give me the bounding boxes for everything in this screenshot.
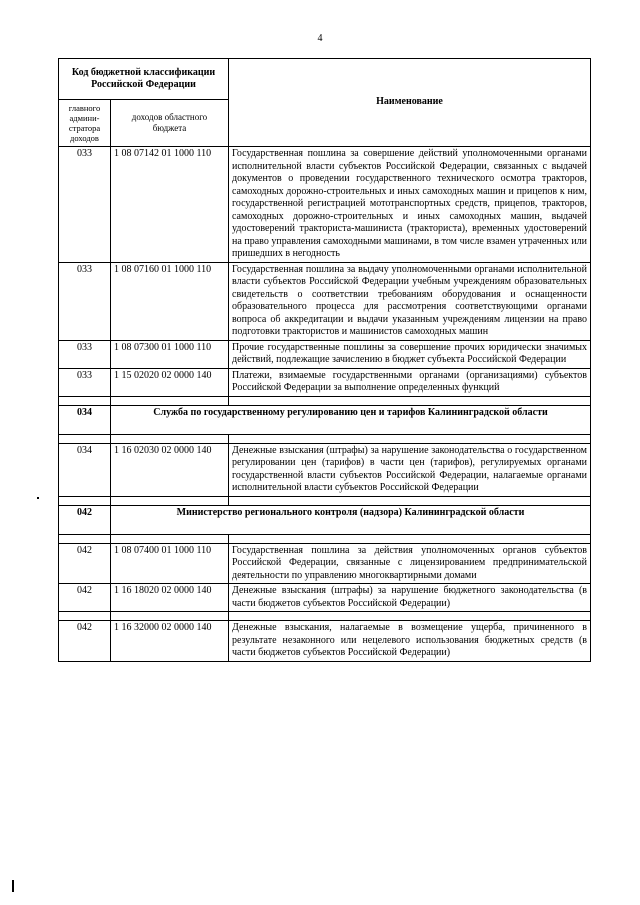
section-title: Служба по государственному регулированию цен и тарифов Калининградской области	[111, 405, 591, 434]
table-row	[59, 443, 591, 496]
budget-classification-table	[58, 58, 591, 662]
section-code: 034	[59, 405, 111, 434]
page-number: 4	[317, 33, 323, 44]
table-row	[59, 147, 591, 263]
scan-mark	[37, 497, 39, 499]
spacer-row	[59, 434, 591, 443]
spacer-row	[59, 496, 591, 505]
section-code: 042	[59, 505, 111, 534]
section-title: Министерство регионального контроля (надзора) Калининградской области	[111, 505, 591, 534]
income-code-cell: 1 15 02020 02 0000 140	[111, 368, 229, 396]
name-cell: Платежи, взимаемые государственными органами (организациями) субъектов Российской Федерации за выполнение определенных функций	[229, 368, 591, 396]
name-cell: Денежные взыскания, налагаемые в возмещение ущерба, причиненного в результате незаконного или нецелевого использования бюджетных средств (в части бюджетов субъектов Российской Федерации)	[229, 621, 591, 662]
name-cell: Государственная пошлина за совершение действий уполномоченными органами исполнительной власти субъектов Российской Федерации, связанных с выдачей документов о проведении государственного технического осмотра тракторов, самоходных дорожно-строительных и иных самоходных машин и прицепов к ним, государственной регистрацией мототранспортных средств, прицепов, тракторов, самоходных дорожно-строительных и иных самоходных машин, выдачей удостоверений тракториста-машиниста (тракториста), временных удостоверений на право управления самоходными машинами, в том числе взамен утраченных или пришедших в негодность	[229, 147, 591, 263]
admin-code-cell: 033	[59, 262, 111, 340]
income-code-cell: 1 08 07300 01 1000 110	[111, 340, 229, 368]
admin-code-cell: 034	[59, 443, 111, 496]
income-code-cell: 1 16 18020 02 0000 140	[111, 584, 229, 612]
name-cell: Прочие государственные пошлины за совершение прочих юридически значимых действий, подлежащие зачислению в бюджет субъекта Российской Федерации	[229, 340, 591, 368]
table-header-row	[59, 59, 591, 100]
table-row	[59, 584, 591, 612]
income-code-cell: 1 08 07142 01 1000 110	[111, 147, 229, 263]
income-code-cell: 1 08 07160 01 1000 110	[111, 262, 229, 340]
admin-code-cell: 033	[59, 368, 111, 396]
table-row	[59, 368, 591, 396]
table-row	[59, 262, 591, 340]
name-cell: Государственная пошлина за действия уполномоченных органов субъектов Российской Федерации, связанные с лицензированием предпринимательской деятельности по управлению многоквартирными домами	[229, 543, 591, 584]
header-admin-column: главного админи-стратора доходов	[59, 100, 111, 147]
income-code-cell: 1 08 07400 01 1000 110	[111, 543, 229, 584]
spacer-row	[59, 396, 591, 405]
name-cell: Денежные взыскания (штрафы) за нарушение бюджетного законодательства (в части бюджетов субъектов Российской Федерации)	[229, 584, 591, 612]
income-code-cell: 1 16 32000 02 0000 140	[111, 621, 229, 662]
table-row	[59, 621, 591, 662]
admin-code-cell: 033	[59, 340, 111, 368]
table-row	[59, 340, 591, 368]
income-code-cell: 1 16 02030 02 0000 140	[111, 443, 229, 496]
admin-code-cell: 042	[59, 543, 111, 584]
scan-mark	[12, 880, 14, 892]
name-cell: Денежные взыскания (штрафы) за нарушение законодательства о государственном регулировании цен (тарифов) в части цен (тарифов), регулируемых органами государственной власти субъектов Российской Федерации, налагаемые органами исполнительной власти субъектов Российской Федерации	[229, 443, 591, 496]
section-row-042	[59, 505, 591, 534]
section-row-034	[59, 405, 591, 434]
name-cell: Государственная пошлина за выдачу уполномоченными органами исполнительной власти субъектов Российской Федерации учебным учреждениям образовательных свидетельств о соответствии требованиям оборудования и оснащенности образовательного процесса для рассмотрения соответствующими органами вопроса об аккредитации и выдачи указанным учреждениям лицензии на право подготовки трактористов и машинистов самоходных машин	[229, 262, 591, 340]
spacer-row	[59, 534, 591, 543]
table-row	[59, 543, 591, 584]
header-group-title: Код бюджетной классификации Российской Федерации	[59, 59, 229, 100]
spacer-row	[59, 612, 591, 621]
admin-code-cell: 042	[59, 621, 111, 662]
admin-code-cell: 042	[59, 584, 111, 612]
admin-code-cell: 033	[59, 147, 111, 263]
header-name-column: Наименование	[229, 59, 591, 147]
header-income-column: доходов областного бюджета	[111, 100, 229, 147]
